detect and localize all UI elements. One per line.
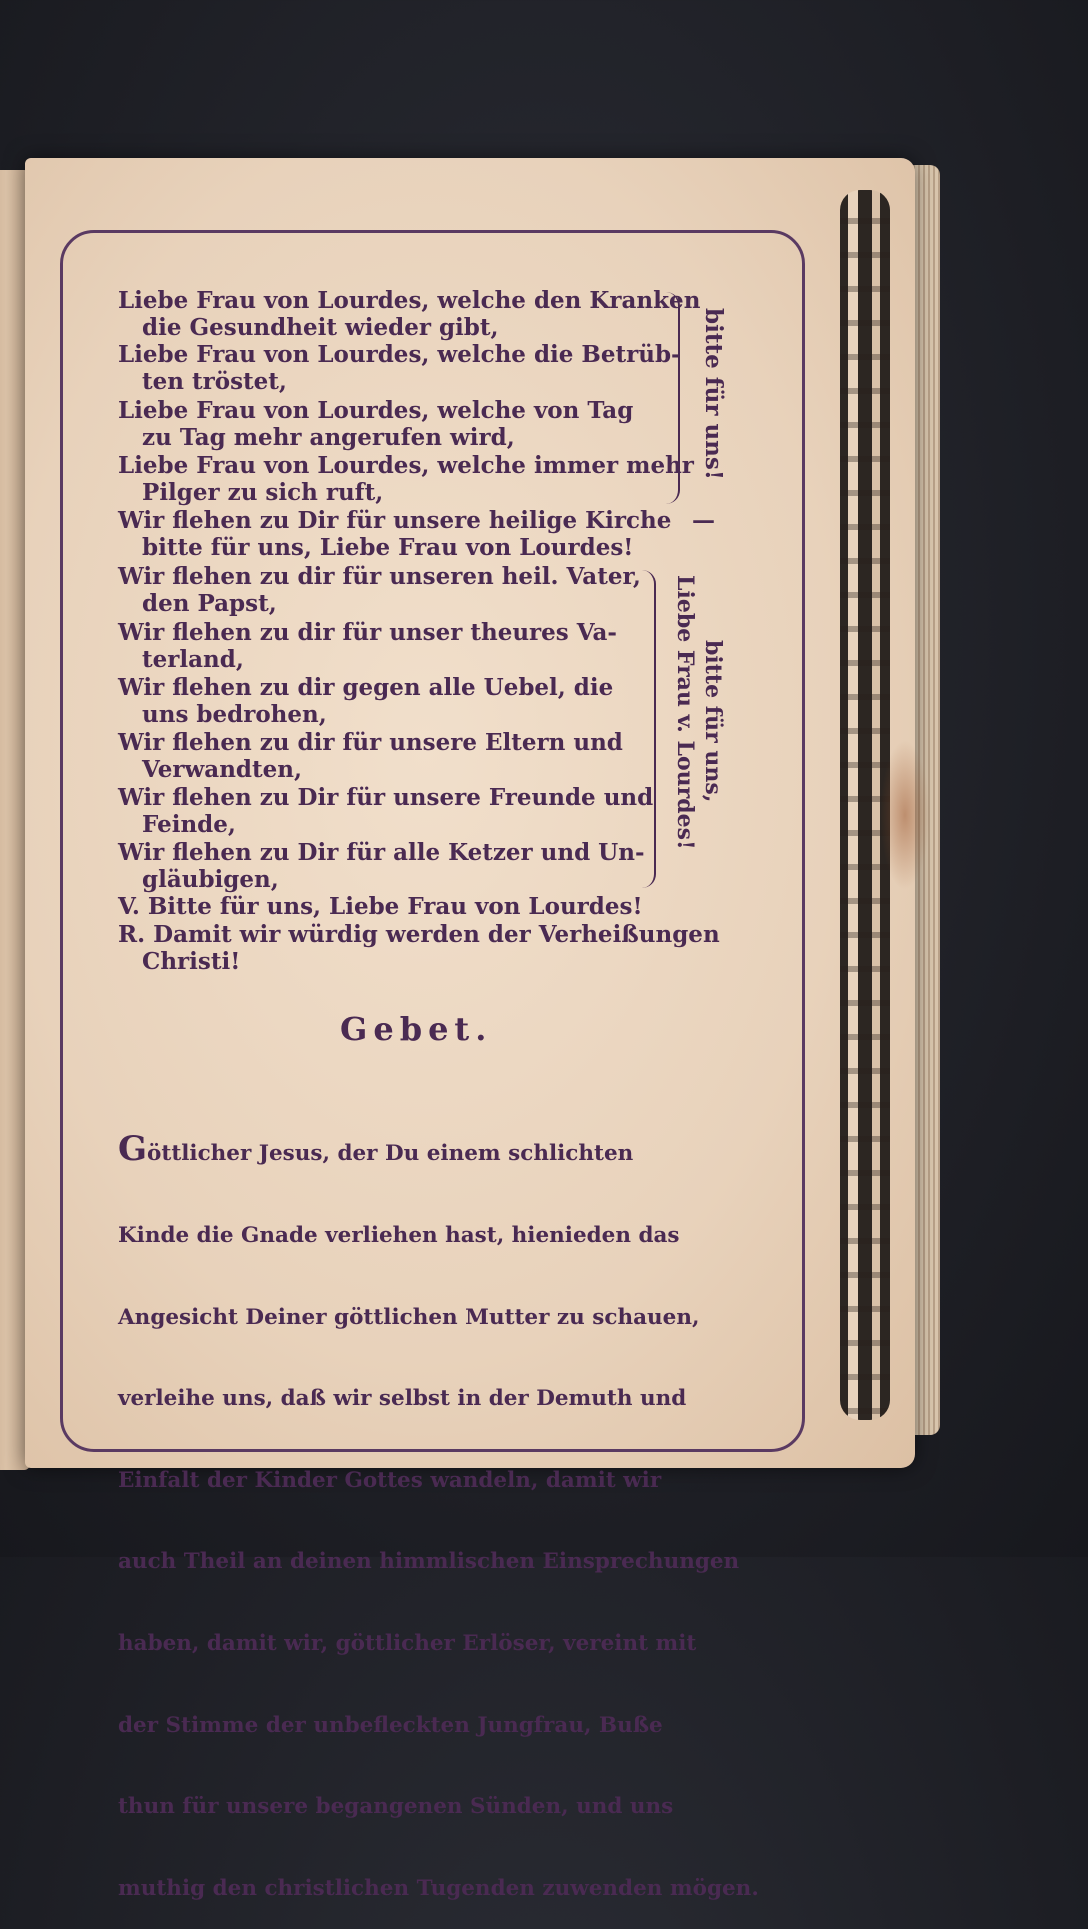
prayer-text: [118, 1082, 759, 1929]
response-line: R. Damit wir würdig werden der Verheißungen: [118, 921, 720, 948]
litany-line: Wir flehen zu dir für unseren heil. Vater,: [118, 563, 641, 590]
response-line: Christi!: [118, 948, 241, 975]
brace-group-2: [636, 570, 656, 888]
litany-line: uns bedrohen,: [118, 701, 327, 728]
prayer-line: muthig den christlichen Tugenden zuwenden mögen.: [118, 1875, 759, 1901]
prayer-line: Kinde die Gnade verliehen hast, hienieden das: [118, 1223, 680, 1249]
litany-line: zu Tag mehr angerufen wird,: [118, 424, 515, 451]
prayer-dropcap: G: [118, 1129, 148, 1170]
prayer-title: Gebet.: [340, 1010, 493, 1048]
litany-line: Verwandten,: [118, 756, 302, 783]
group-2-response-line-1: bitte für uns,: [700, 640, 726, 803]
versicle: V. Bitte für uns, Liebe Frau von Lourdes!: [118, 893, 643, 920]
prayer-line: öttlicher Jesus, der Du einem schlichten: [147, 1141, 634, 1167]
litany-line: Liebe Frau von Lourdes, welche von Tag: [118, 397, 634, 424]
litany-line: Wir flehen zu dir für unsere Eltern und: [118, 729, 623, 756]
litany-line: Wir flehen zu dir gegen alle Uebel, die: [118, 674, 614, 701]
prayer-line: haben, damit wir, göttlicher Erlöser, vereint mit: [118, 1631, 697, 1657]
prayer-line: auch Theil an deinen himmlischen Einsprechungen: [118, 1549, 740, 1575]
brace-group-1: [660, 292, 680, 504]
prayer-line: verleihe uns, daß wir selbst in der Demuth und: [118, 1386, 687, 1412]
litany-line: den Papst,: [118, 590, 277, 617]
prayer-line: der Stimme der unbefleckten Jungfrau, Buße: [118, 1712, 663, 1738]
litany-line: gläubigen,: [118, 866, 279, 893]
litany-line: Pilger zu sich ruft,: [118, 479, 384, 506]
litany-line: ten tröstet,: [118, 368, 287, 395]
litany-line: Wir flehen zu Dir für alle Ketzer und Un-: [118, 839, 645, 866]
litany-line: die Gesundheit wieder gibt,: [118, 314, 499, 341]
age-stain: [880, 740, 930, 890]
prayer-line: Einfalt der Kinder Gottes wandeln, damit wir: [118, 1467, 662, 1493]
prayer-line: Angesicht Deiner göttlichen Mutter zu schauen,: [118, 1304, 700, 1330]
litany-line: Liebe Frau von Lourdes, welche die Betrüb-: [118, 341, 681, 368]
litany-line: Liebe Frau von Lourdes, welche immer mehr: [118, 452, 694, 479]
litany-line: Feinde,: [118, 811, 236, 838]
litany-line: Wir flehen zu dir für unser theures Va-: [118, 619, 617, 646]
dash-right: —: [692, 507, 715, 534]
group-2-response-line-2: Liebe Frau v. Lourdes!: [672, 575, 698, 850]
group-1-response: bitte für uns!: [700, 308, 727, 480]
church-line: Wir flehen zu Dir für unsere heilige Kirche: [118, 507, 672, 534]
church-response: bitte für uns, Liebe Frau von Lourdes!: [118, 534, 634, 561]
litany-line: Wir flehen zu Dir für unsere Freunde und: [118, 784, 654, 811]
litany-line: Liebe Frau von Lourdes, welche den Kranken: [118, 287, 701, 314]
prayer-line: thun für unsere begangenen Sünden, und uns: [118, 1794, 674, 1820]
litany-line: terland,: [118, 646, 244, 673]
